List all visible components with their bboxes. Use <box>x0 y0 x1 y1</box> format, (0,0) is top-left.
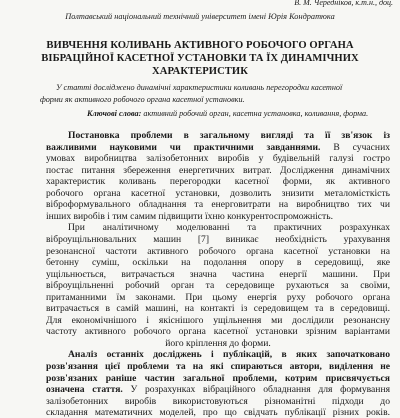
keywords-text: активний робочий орган, касетна установка, коливання, форма. <box>143 109 369 118</box>
body-line: складання математичних моделей, про що свідчать публікації різних років. <box>46 407 390 418</box>
body-line: умовах виробництва залізобетонних виробів у будівельній галузі гостро <box>46 153 390 165</box>
body-line: резонансної частоти активного робочого органа касетної установки на <box>46 245 390 257</box>
body-line: робочого органа касетної установки, дозволить знизити металомісткість <box>46 187 390 199</box>
body-line: Аналіз останніх досліджень і публікацій, в яких започатковано <box>68 349 390 361</box>
body-line: характеристик коливань перегородки касетної форми, як активного <box>46 176 390 188</box>
university-line: Полтавський національний технічний університет імені Юрія Кондратюка <box>65 12 335 21</box>
body-line: Постановка проблеми в загальному вигляді та її зв'язок із <box>68 130 390 141</box>
body-line: розв'язання цієї проблеми та на які спираються автори, виділення не <box>46 361 390 372</box>
keywords <box>87 109 397 118</box>
body-line: віброформувального обладнання та енерговитрати на виробництво тих чи <box>46 199 390 211</box>
body-line: витрачається в самій машині, на контакті із середовищем та в середовищі. <box>46 303 390 315</box>
body-line: При аналітичному моделюванні та практичних розрахунках <box>68 222 390 234</box>
body-line: бетонну суміш, оскільки на подолання опору в середовищі, яке <box>46 257 390 269</box>
body-line: розв'язаних раніше частин загальної проблеми, котрим присвячується <box>46 372 390 384</box>
abstract-line-1: У статті досліджено динамічні характеристики коливань перегородки касетної <box>56 83 343 92</box>
body-line: віброущільненні робочий орган та середовище рухаються за своїми, <box>46 280 390 292</box>
body-line: важливими науковими чи практичними завданнями. В сучасних <box>46 141 390 153</box>
body-line: притаманними їм законами. При цьому енергія руху робочого органа <box>46 291 390 303</box>
keywords-label: Ключові слова: <box>87 109 142 118</box>
body-line: Для економічнішого і якіснішого ущільнення ми дослідили резонансну <box>46 314 390 326</box>
title-line-1: ВИВЧЕННЯ КОЛИВАНЬ АКТИВНОГО РОБОЧОГО ОРГАНА <box>46 40 354 51</box>
title-line-2: ВІБРАЦІЙНОЇ КАСЕТНОЇ УСТАНОВКИ ТА ЇХ ДИНАМІЧНИХ <box>41 53 359 64</box>
abstract-line-2: форми як активного робочого органа касетної установки. <box>40 95 245 104</box>
body-line: ущільнюється, витрачається значна частина енергії машини. При <box>46 268 390 280</box>
body-line: означена стаття. У розрахунках вібраційного обладнання для формування <box>46 384 390 396</box>
body-line: частоту активного робочого органа касетної установки зрізним варіантами <box>46 326 390 338</box>
body-line: постає питання збереження енергетичних витрат. Дослідження динамічних <box>46 164 390 176</box>
body-line: віброущільнювальних машин [7] виникає необхідність урахування <box>46 233 390 245</box>
body-line: залізобетонних виробів використовуються різноманітні підходи до <box>46 395 390 407</box>
body-line: його кріплення до форми. <box>165 337 271 349</box>
title-line-3: ХАРАКТЕРИСТИК <box>152 66 248 77</box>
author-line: В. М. Чередніков, к.т.н., доц. <box>294 0 393 7</box>
body-line: інших виробів і тим самим підвищити їхню конкурентоспроможність. <box>46 210 333 222</box>
